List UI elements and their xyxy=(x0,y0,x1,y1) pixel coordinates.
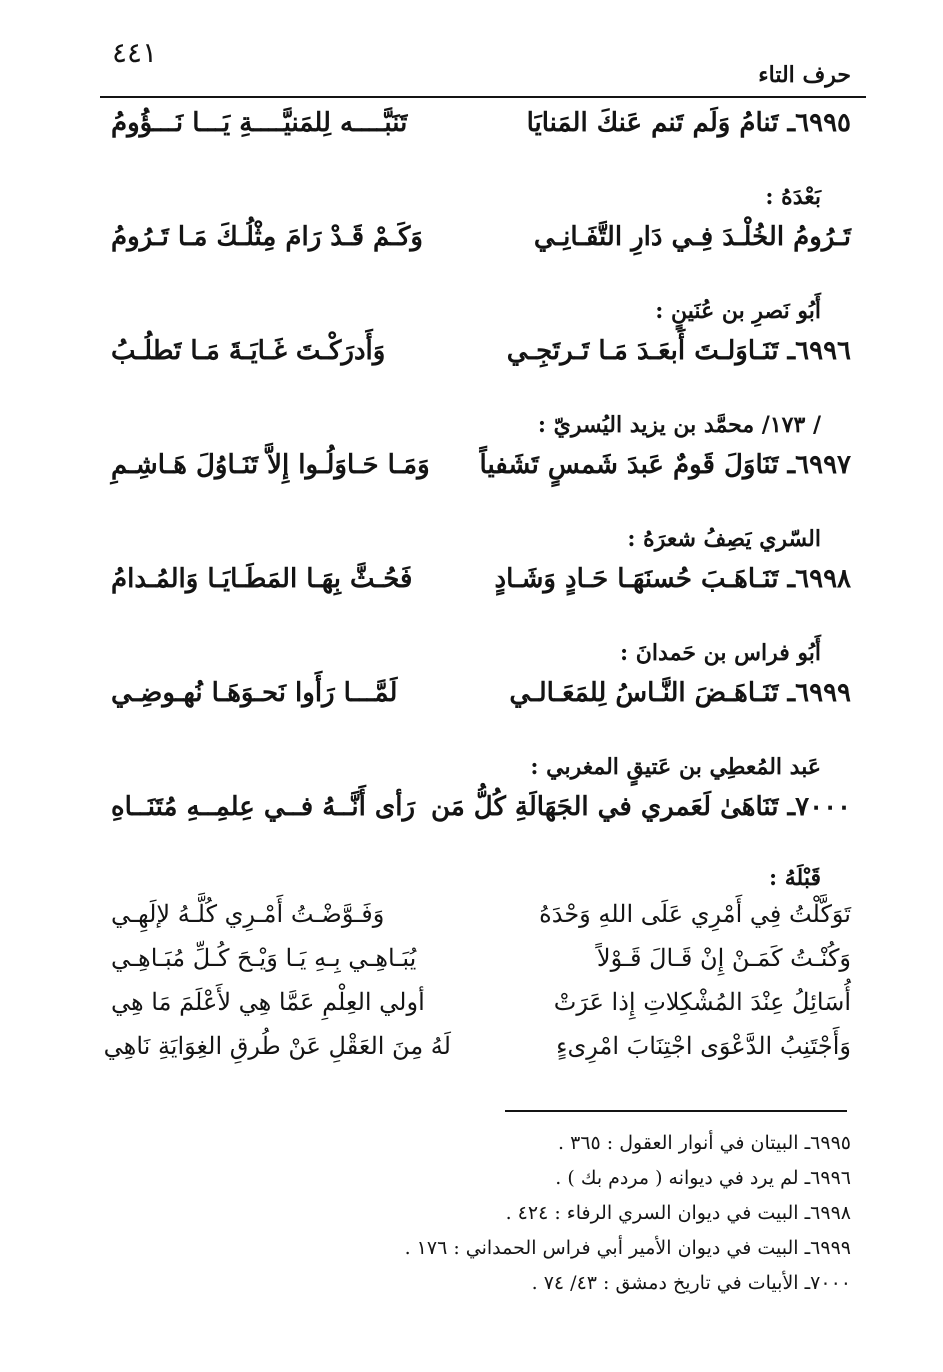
first-hemistich: تَـرُومُ الخُلْـدَ فِـي دَارِ التَّفَـانِـي xyxy=(533,222,851,252)
footnote: ٦٩٩٨ـ البيت في ديوان السري الرفاء : ٤٢٤ . xyxy=(505,1202,851,1224)
verse-number: ٦٩٩٧ـ xyxy=(787,450,851,480)
verse-6995 xyxy=(111,108,851,172)
footnote: ٦٩٩٦ـ لم يرد في ديوانه ( مردم بك ) . xyxy=(555,1167,851,1189)
verse-continuation xyxy=(111,222,851,286)
quatrain-verse xyxy=(111,988,851,1032)
first-hemistich: ٦٩٩٨ـ تَنَـاهَـبَ حُسنَهَـا حَـادٍ وَشَـادٍ xyxy=(494,564,851,594)
second-hemistich: وَفَـوَّضْـتُ أَمْـرِي كُلَّـهُ لإلَهِـي xyxy=(111,900,385,928)
verse-number: ٦٩٩٩ـ xyxy=(787,678,851,708)
poem-block xyxy=(103,108,851,1076)
attribution: بَعْدَهُ : xyxy=(765,184,821,210)
verse-7000 xyxy=(111,792,851,856)
verse-number: ٧٠٠٠ـ xyxy=(787,792,851,822)
page-number: ٤٤١ xyxy=(112,36,158,69)
footnote: ٧٠٠٠ـ الأبيات في تاريخ دمشق : ٤٣/ ٧٤ . xyxy=(531,1272,851,1294)
quatrain-verse xyxy=(103,1032,851,1076)
footnote: ٦٩٩٩ـ البيت في ديوان الأمير أبي فراس الحمداني : ١٧٦ . xyxy=(404,1237,851,1259)
attribution: أَبُو نَصرِ بن عُنَينٍ : xyxy=(655,298,821,324)
first-hemistich: ٧٠٠٠ـ تَنَاهَىٰ لَعَمري في الجَهَالَةِ كُلُّ مَن xyxy=(431,792,851,822)
second-hemistich: لَهُ مِنَ العَقْلِ عَنْ طُرقِ الغِوَايَةِ نَاهِي xyxy=(103,1032,451,1060)
second-hemistich: وَأَدرَكْـتَ غَـايَـةَ مَـا تَطلُـبُ xyxy=(111,336,386,366)
second-hemistich: رَأى أَنَّــهُ فــي عِلمِــهِ مُتَنَــاهِ xyxy=(111,792,416,822)
attribution: عَبد المُعطِي بن عَتيقٍ المغربي : xyxy=(530,754,821,780)
footnote: ٦٩٩٥ـ البيتان في أنوار العقول : ٣٦٥ . xyxy=(558,1132,851,1154)
verse-number: ٦٩٩٦ـ xyxy=(787,336,851,366)
second-hemistich: أولي العِلْمِ عَمَّا هِي لأَعْلَمَ مَا هِي xyxy=(111,988,425,1016)
attribution: / ١٧٣/ محمَّد بن يزيد اليُسريّ : xyxy=(537,412,821,438)
footnote-rule xyxy=(505,1110,847,1112)
verse-number: ٦٩٩٥ـ xyxy=(787,108,851,138)
header-rule xyxy=(100,96,866,98)
quatrain xyxy=(103,900,851,1076)
attribution: السّري يَصِفُ شعرَهُ : xyxy=(627,526,821,552)
second-hemistich: فَحُـثَّ بِهَـا المَطَـايَـا وَالمُـدامُ xyxy=(111,564,413,594)
first-hemistich: وَأَجْتَنِبُ الدَّعْوَى اجْتِنَابَ امْرِىءٍ xyxy=(556,1032,851,1060)
first-hemistich: ٦٩٩٧ـ تَنَاوَلَ قَومٌ عَبدَ شَمسٍ تَشَفياً xyxy=(479,450,851,480)
second-hemistich: لَمَّـــا رَأَوا نَحـوَهَـا نُهـوضِـي xyxy=(111,678,398,708)
verse-6998 xyxy=(111,564,851,628)
second-hemistich: تَنَبَّــــه لِلمَنيَّــــةِ يَـــا نَـــؤُومُ xyxy=(111,108,408,138)
quatrain-verse xyxy=(111,944,851,988)
second-hemistich: وَكَـمْ قَـدْ رَامَ مِثْلُـكَ مَـا تَـرُومُ xyxy=(111,222,423,252)
running-head: حرف التاء xyxy=(758,62,851,88)
footnotes xyxy=(91,1126,851,1301)
second-hemistich: يُبَـاهِـي بِـهِ يَـا وَيْـحَ كُـلِّ مُبَـاهِـي xyxy=(111,944,417,972)
quatrain-verse xyxy=(111,900,851,944)
verse-6997 xyxy=(111,450,851,514)
attribution: أَبُو فراس بن حَمدانَ : xyxy=(620,640,821,666)
attribution: قَبْلَهُ : xyxy=(768,865,821,891)
verse-number: ٦٩٩٨ـ xyxy=(787,564,851,594)
first-hemistich: أُسَائِلُ عِنْدَ المُشْكِلاتِ إِذا عَرَتْ xyxy=(553,988,851,1016)
second-hemistich: وَمَـا حَـاوَلُـوا إِلاَّ تَنَـاوُلَ هَـاشِـمِ xyxy=(111,450,430,480)
verse-6996 xyxy=(111,336,851,400)
first-hemistich: ٦٩٩٩ـ تَنَـاهَـضَ النَّـاسُ لِلمَعَـالـي xyxy=(509,678,851,708)
first-hemistich: تَوَكَّلْتُ فِي أَمْرِي عَلَى اللهِ وَحْدَهُ xyxy=(539,900,851,928)
first-hemistich: وَكُنْـتُ كَمَـنْ إِنْ قَـالَ قَـوْلاً xyxy=(596,944,851,972)
verse-6999 xyxy=(111,678,851,742)
first-hemistich: ٦٩٩٥ـ تَنامُ وَلَم تَنم عَنكَ المَنايَا xyxy=(526,108,851,138)
first-hemistich: ٦٩٩٦ـ تَنَـاوَلـتَ أَبعَـدَ مَـا تَـرتَجِـي xyxy=(506,336,851,366)
